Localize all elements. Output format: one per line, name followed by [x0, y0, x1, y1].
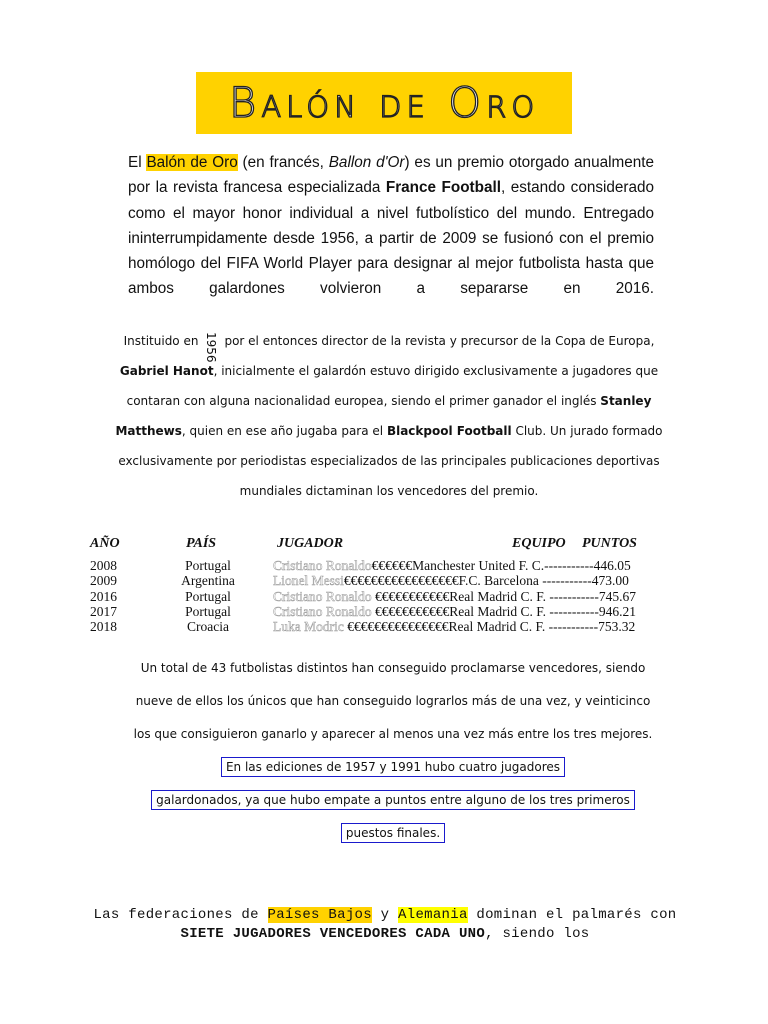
cell-year: 2008: [90, 558, 117, 573]
intro-text: ) es un premio otorgado anualmente por la revista francesa especializada: [128, 154, 654, 197]
table-row: [90, 604, 670, 619]
cell-dashes: -----------: [545, 619, 599, 635]
table-row: [90, 619, 670, 634]
cell-filler: €€€€€€€€€€€: [371, 588, 450, 604]
cell-country: Croacia: [187, 619, 229, 635]
intro-text: El: [128, 154, 147, 171]
cell-player: Luka Modric: [273, 619, 344, 635]
header-year: AÑO: [90, 536, 120, 551]
cell-team: Real Madrid C. F.: [449, 603, 547, 619]
cell-year: 2017: [90, 603, 117, 619]
stats-text: Un total de 43 futbolistas distintos han conseguido proclamarse vencedores, siendo nueve de ellos los únicos que han conseguido lograrlos más de una vez, y veinticinco los que consiguieron ganarlo y aparecer al menos una vez más entre los tres mejores.: [133, 661, 653, 741]
cell-team: F.C. Barcelona: [458, 573, 539, 589]
cell-filler: €€€€€€€€€€€€€€€: [343, 619, 449, 635]
intro-paragraph: [128, 150, 654, 302]
history-text: por el entonces director de la revista y precursor de la Copa de Europa,: [224, 334, 655, 348]
cell-team: Real Madrid C. F.: [449, 588, 547, 604]
cell-player-line: [273, 573, 629, 588]
header-team: EQUIPO: [512, 536, 566, 551]
history-text: Club. Un jurado formado exclusivamente por periodistas especializados de las principales publicaciones deportivas mundiales dictaminan los vencedores del premio.: [118, 424, 663, 498]
table-row: [90, 558, 670, 573]
cell-country: Portugal: [185, 603, 231, 619]
winners-table: [90, 536, 670, 634]
cell-filler: €€€€€€€€€€€: [371, 603, 450, 619]
federations-text: y: [371, 907, 399, 923]
cell-points: 446.05: [593, 558, 631, 573]
cell-year: 2018: [90, 619, 117, 635]
intro-italic: Ballon d'Or: [328, 154, 405, 171]
cell-country: Portugal: [185, 588, 231, 604]
federations-text: Las federaciones de: [93, 907, 268, 923]
rotated-year: 1956: [204, 332, 219, 363]
cell-player-line: [273, 558, 631, 573]
cell-points: 753.32: [598, 619, 636, 635]
cell-player-line: [273, 604, 636, 619]
cell-dashes: -----------: [544, 558, 594, 573]
cell-player: Cristiano Ronaldo: [273, 558, 372, 573]
boxed-text: galardonados, ya que hubo empate a puntos entre alguno de los tres primeros: [151, 790, 635, 810]
bold-name-matthews: Stanley Matthews: [115, 394, 652, 438]
highlight-balon-de-oro: Balón de Oro: [146, 154, 238, 171]
cell-filler: €€€€€€€€€€€€€€€€€: [343, 573, 459, 589]
table-row: [90, 573, 670, 588]
history-text: , quien en ese año jugaba para el: [181, 424, 384, 438]
intro-text: , estando considerado como el mayor honor individual a nivel futbolístico del mundo. Entregado ininterrumpidamente desde 1956, a partir de 2009 se fusionó con el premio homólogo del FIFA World Player para designar al mejor futbolista hasta que ambos galardones volvieron a separarse en 2016.: [128, 179, 655, 298]
table-header: [90, 536, 670, 558]
cell-player: Lionel Messi: [273, 573, 344, 589]
cell-player: Cristiano Ronaldo: [273, 588, 372, 604]
cell-points: 946.21: [598, 603, 636, 619]
cell-dashes: -----------: [546, 603, 599, 619]
history-text: Instituido en: [123, 334, 199, 348]
table-row: [90, 589, 670, 604]
cell-country: Portugal: [185, 558, 231, 573]
cell-points: 745.67: [598, 588, 636, 604]
boxed-text: En las ediciones de 1957 y 1991 hubo cuatro jugadores: [221, 757, 565, 777]
federations-text: , siendo los: [485, 926, 590, 942]
highlight-paises-bajos: Países Bajos: [267, 907, 372, 923]
highlight-alemania: Alemania: [398, 907, 468, 923]
cell-team: Real Madrid C. F.: [448, 619, 546, 635]
header-player: JUGADOR: [277, 536, 344, 551]
cell-points: 473.00: [591, 573, 629, 589]
cell-player-line: [273, 589, 636, 604]
cell-country: Argentina: [181, 573, 235, 589]
cell-player: Cristiano Ronaldo: [273, 603, 372, 619]
history-text: , inicialmente el galardón estuvo dirigido exclusivamente a jugadores que contaran con alguna nacionalidad europea, siendo el primer ganador el inglés: [126, 364, 659, 408]
bold-club: Blackpool Football: [386, 424, 512, 438]
header-country: PAÍS: [186, 536, 217, 551]
intro-bold: France Football: [385, 179, 502, 197]
title-banner: [196, 72, 572, 134]
cell-year: 2009: [90, 573, 117, 589]
cell-team: Manchester United F. C.: [412, 558, 545, 573]
header-points: PUNTOS: [582, 536, 637, 551]
cell-year: 2016: [90, 588, 117, 604]
cell-dashes: -----------: [546, 588, 599, 604]
cell-filler: €€€€€€: [371, 558, 413, 573]
intro-text: (en francés,: [237, 154, 329, 171]
history-paragraph: [100, 326, 678, 506]
federations-paragraph: [80, 906, 690, 944]
boxed-text: puestos finales.: [341, 823, 445, 843]
cell-player-line: [273, 619, 635, 634]
federations-text: dominan el palmarés con: [467, 907, 677, 923]
cell-dashes: -----------: [538, 573, 592, 589]
bold-seven-players: SIETE JUGADORES VENCEDORES CADA UNO: [180, 926, 486, 942]
page-title: Balón de Oro: [228, 78, 540, 127]
bold-name-hanot: Gabriel Hanot: [119, 364, 214, 378]
stats-paragraph: [130, 652, 656, 850]
